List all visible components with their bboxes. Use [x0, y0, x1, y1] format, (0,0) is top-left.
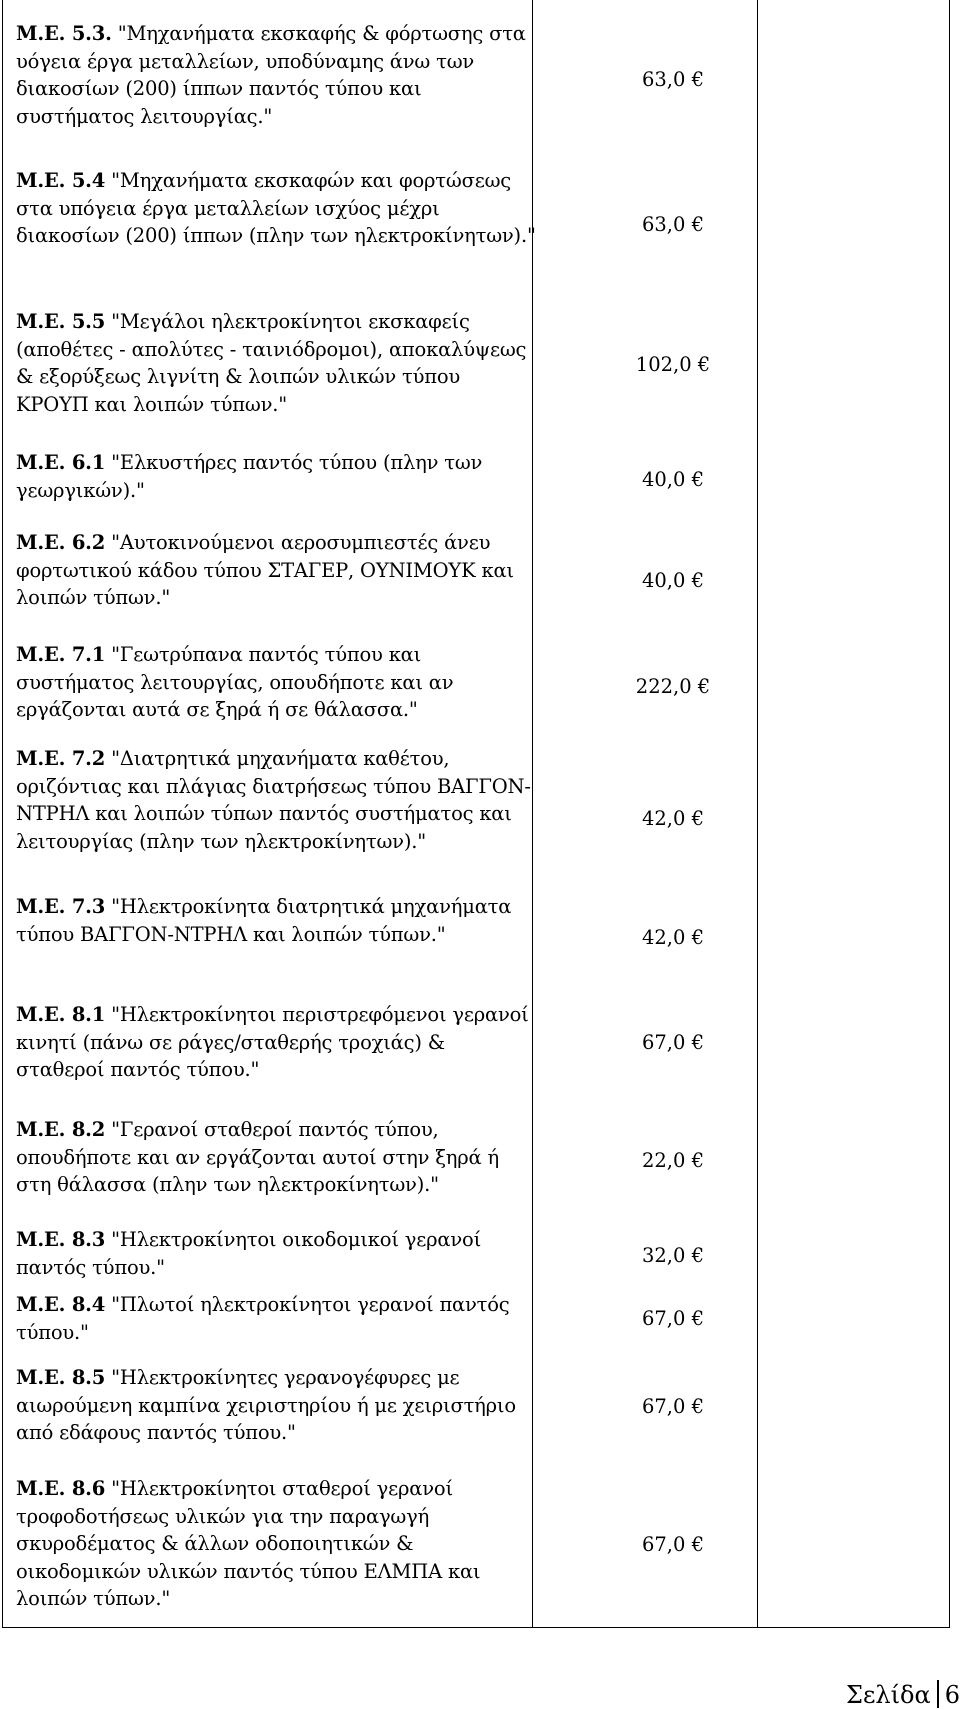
table-row [16, 167, 536, 250]
item-price: 67,0 € [641, 1395, 705, 1418]
item-price: 22,0 € [641, 1149, 705, 1172]
item-price: 40,0 € [641, 569, 705, 592]
table-row [16, 20, 536, 130]
item-price: 32,0 € [641, 1244, 705, 1267]
table-row [16, 1001, 536, 1084]
table-row [16, 641, 536, 724]
item-description: "Αυτοκινούμενοι αεροσυμπιεστές άνευ φορτωτικού κάδου τύπου ΣΤΑΓΕΡ, ΟΥΝΙΜΟΥΚ και λοιπών τύπων." [16, 531, 514, 609]
item-code: Μ.Ε. 7.1 [16, 643, 106, 666]
item-code: Μ.Ε. 6.1 [16, 451, 106, 474]
table-column-divider [757, 0, 758, 1627]
item-code: Μ.Ε. 6.2 [16, 531, 106, 554]
table-border-bottom [2, 1627, 950, 1628]
item-code: Μ.Ε. 8.2 [16, 1118, 106, 1141]
item-description: "Γερανοί σταθεροί παντός τύπου, οπουδήποτε και αν εργάζονται αυτοί στην ξηρά ή στη θάλασσα (πλην των ηλεκτροκίνητων)." [16, 1118, 499, 1196]
table-row [16, 1291, 536, 1346]
item-code: Μ.Ε. 8.3 [16, 1228, 106, 1251]
item-code: Μ.Ε. 5.3. [16, 22, 112, 45]
item-code: Μ.Ε. 7.3 [16, 895, 106, 918]
item-code: Μ.Ε. 7.2 [16, 747, 106, 770]
item-price: 67,0 € [641, 1533, 705, 1556]
item-price: 102,0 € [635, 353, 711, 376]
item-description: "Μηχανήματα εκσκαφής & φόρτωσης στα υόγεια έργα μεταλλείων, υποδύναμης άνω των διακοσίων (200) ίππων παντός τύπου και συστήματος λειτουργίας." [16, 22, 526, 128]
table-row [16, 308, 536, 418]
item-description: "Ηλεκτροκίνητοι σταθεροί γερανοί τροφοδοτήσεως υλικών για την παραγωγή σκυροδέματος & άλλων οδοποιητικών & οικοδομικών υλικών παντός τύπου ΕΛΜΠΑ και λοιπών τύπων." [16, 1477, 481, 1610]
item-description: "Ηλεκτροκίνητα διατρητικά μηχανήματα τύπου ΒΑΓΓΟΝ-ΝΤΡΗΛ και λοιπών τύπων." [16, 895, 512, 946]
page-footer [846, 1680, 960, 1709]
page-number: 6 [944, 1681, 960, 1709]
item-price: 67,0 € [641, 1031, 705, 1054]
table-row [16, 1475, 536, 1613]
item-price: 222,0 € [635, 675, 711, 698]
item-code: Μ.Ε. 8.4 [16, 1293, 106, 1316]
item-code: Μ.Ε. 8.1 [16, 1003, 106, 1026]
item-description: "Μεγάλοι ηλεκτροκίνητοι εκσκαφείς (αποθέτες - απολύτες - ταινιόδρομοι), αποκαλύψεως & εξορύξεως λιγνίτη & λοιπών υλικών τύπου ΚΡΟΥΠ και λοιπών τύπων." [16, 310, 527, 416]
item-description: "Γεωτρύπανα παντός τύπου και συστήματος λειτουργίας, οπουδήποτε και αν εργάζονται αυτά σε ξηρά ή σε θάλασσα." [16, 643, 454, 721]
table-border-right [949, 0, 950, 1627]
table-row [16, 1116, 536, 1199]
item-description: "Ηλεκτροκίνητες γερανογέφυρες με αιωρούμενη καμπίνα χειριστηρίου ή με χειριστήριο από εδάφους παντός τύπου." [16, 1366, 516, 1444]
item-description: "Διατρητικά μηχανήματα καθέτου, οριζόντιας και πλάγιας διατρήσεως τύπου ΒΑΓΓΟΝ-ΝΤΡΗΛ και λοιπών τύπων παντός συστήματος και λειτουργίας (πλην των ηλεκτροκίνητων)." [16, 747, 531, 853]
item-description: "Πλωτοί ηλεκτροκίνητοι γερανοί παντός τύπου." [16, 1293, 510, 1344]
table-row [16, 529, 536, 612]
item-code: Μ.Ε. 5.5 [16, 310, 106, 333]
item-price: 63,0 € [641, 68, 705, 91]
item-price: 63,0 € [641, 213, 705, 236]
table-row [16, 1226, 536, 1281]
footer-divider [937, 1680, 939, 1708]
item-description: "Ελκυστήρες παντός τύπου (πλην των γεωργικών)." [16, 451, 483, 502]
item-price: 42,0 € [641, 807, 705, 830]
item-code: Μ.Ε. 8.5 [16, 1366, 106, 1389]
item-price: 67,0 € [641, 1307, 705, 1330]
item-code: Μ.Ε. 5.4 [16, 169, 106, 192]
item-description: "Μηχανήματα εκσκαφών και φορτώσεως στα υπόγεια έργα μεταλλείων ισχύος μέχρι διακοσίων (200) ίππων (πλην των ηλεκτροκίνητων)." [16, 169, 536, 247]
item-code: Μ.Ε. 8.6 [16, 1477, 106, 1500]
item-description: "Ηλεκτροκίνητοι περιστρεφόμενοι γερανοί κινητί (πάνω σε ράγες/σταθερής τροχιάς) & σταθεροί παντός τύπου." [16, 1003, 529, 1081]
table-row [16, 745, 536, 855]
table-row [16, 893, 536, 948]
table-row [16, 1364, 536, 1447]
item-price: 40,0 € [641, 468, 705, 491]
table-row [16, 449, 536, 504]
item-description: "Ηλεκτροκίνητοι οικοδομικοί γερανοί παντός τύπου." [16, 1228, 482, 1279]
item-price: 42,0 € [641, 926, 705, 949]
page-label: Σελίδα [846, 1681, 931, 1709]
table-border-left [2, 0, 3, 1627]
